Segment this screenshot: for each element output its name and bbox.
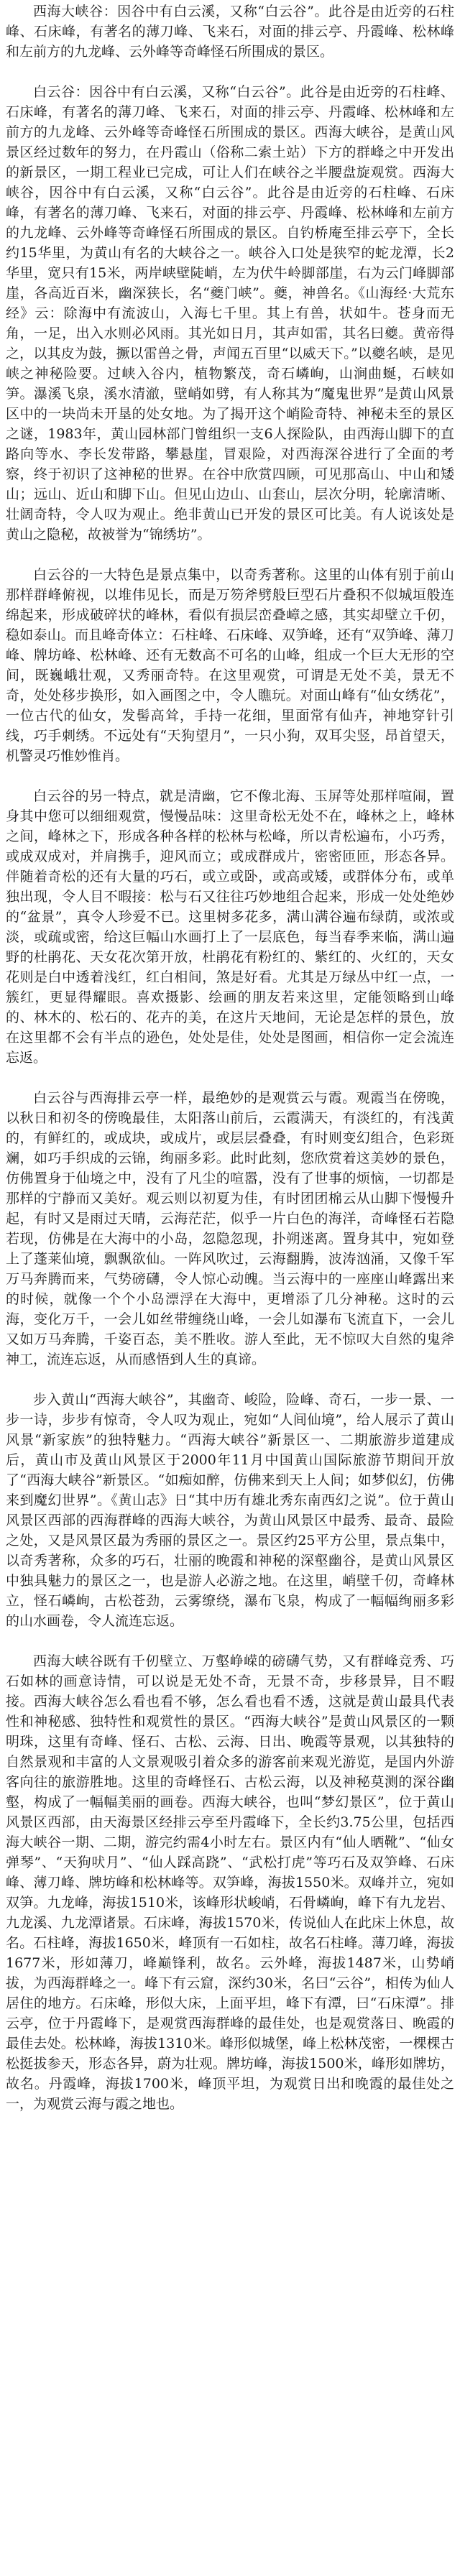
- section-baiyun-valley: [6, 82, 454, 545]
- paragraph: 西海大峡谷：因谷中有白云溪，又称“白云谷”。此谷是由近旁的石柱峰、石床峰，有著名的薄刀峰、飞来石，对面的排云亭、丹霞峰、松林峰和左前方的九龙峰、云外峰等奇峰怪石所围成的景区。: [6, 4, 454, 60]
- paragraph: 白云谷的一大特色是景点集中，以奇秀著称。这里的山体有别于前山那样群峰俯视，以堆伟见长，而是万笏斧劈般巨型石片叠积不似城垣般连绵起来，形成破碎状的峰林，看似有损层峦叠嶂之感，其实却壁立千仞，稳如泰山。而且峰奇体立：石柱峰、石床峰、双笋峰，还有“双笋峰、薄刀峰、牌坊峰、松林峰、还有无数高不可名的山峰，组成一个巨大无形的空间，既巍峨壮观，又秀丽奇特。在这里观赏，可谓是无处不美，景无不奇，处处移步换形，如入画图之中，令人瞧玩。对面山峰有“仙女绣花”，一位古代的仙女，发髻高耸，手持一花细，里面常有仙卉，神地穿针引线，巧手刺绣。不远处有“天狗望月”，一只小狗，双耳尖竖，昂首望天，机警灵巧惟妙惟肖。: [6, 567, 454, 764]
- section-peaks-list: [6, 1651, 454, 2114]
- paragraph: 白云谷与西海排云亭一样，最绝妙的是观赏云与霞。观霞当在傍晚，以秋日和初冬的傍晚最佳，太阳落山前后，云霞满天，有淡红的，有浅黄的，有鲜红的，或成块，或成片，或层层叠叠，有时则变幻组合，色彩斑斓，如巧手织成的云锦，绚丽多彩。此时此刻，您欣赏着这美妙的景色，仿佛置身于仙境之中，没有了凡尘的喧嚣，没有了世事的烦恼，一切都是那样的宁静而又美好。观云则以初夏为佳，有时团团棉云从山脚下慢慢升起，有时又是雨过天晴，云海茫茫，似乎一片白色的海洋，奇峰怪石若隐若现，仿佛是在大海中的小岛，忽隐忽现，扑朔迷离。置身其中，宛如登上了蓬莱仙境，飘飘欲仙。一阵风吹过，云海翻腾，波涛汹涌，又像千军万马奔腾而来，气势磅礴，令人惊心动魄。当云海中的一座座山峰露出来的时候，就像一个个小岛漂浮在大海中，更增添了几分神秘。这时的云海，变化万千，一会儿如丝带缠绕山峰，一会儿如瀑布飞流直下，一会儿又如万马奔腾，千姿百态，美不胜收。游人至此，无不惊叹大自然的鬼斧神工，流连忘返，从而感悟到人生的真谛。: [6, 1090, 454, 1367]
- section-intro: [6, 1, 454, 62]
- paragraph: 白云谷：因谷中有白云溪，又称“白云谷”。此谷是由近旁的石柱峰、石床峰，有著名的薄刀峰、飞来石，对面的排云亭、丹霞峰、松林峰和左前方的九龙峰、云外峰等奇峰怪石所围成的景区。西海大峡谷，是黄山风景区经过数年的努力，在丹霞山（俗称二索土站）下方的群峰之中开发出的新景区，一期工程业已完成，可让人们在峡谷之半腰盘旋观赏。西海大峡谷，因谷中有白云溪，又称“白云谷”。此谷是由近旁的石柱峰、石床峰，有著名的薄刀峰、飞来石，对面的排云亭、丹霞峰、松林峰和左前方的九龙峰、云外峰等奇峰怪石所围成的景区。自钓桥庵至排云亭下，全长约15华里，为黄山有名的大峡谷之一。峡谷入口处是狭窄的蛇龙潭，长2华里，宽只有15米，两岸峡壁陡峭，左为伏牛岭脚部崖，右为云门峰脚部崖，各高近百米，幽深狭长，名“夔门峡”。夔，神兽名。《山海经·大荒东经》云：除海中有流波山，入海七千里。其上有兽，状如牛。苍身而无角，一足，出入水则必风雨。其光如日月，其声如雷，其名曰夔。黄帝得之，以其皮为鼓，撅以雷兽之骨，声闻五百里“以威天下。”以夔名峡，是见峡之神秘险要。过峡入谷内，植物繁茂，奇石嶙峋，山涧曲蜒，石峡如笋。瀑溪飞泉，溪水清澈，壁峭如劈，有人称其为“魔鬼世界”是黄山风景区中的一块尚未开垦的处女地。为了揭开这个峭险奇特、神秘未至的景区之谜，1983年，黄山园林部门曾组织一支6人探险队，由西海山脚下的直路向等水、李长发带路，攀悬崖，冒艰险，对西海深谷进行了全面的考察，终于初识了这神秘的世界。在谷中欣赏四顾，可见那高山、中山和矮山；远山、近山和脚下山。但见山边山、山套山，层次分明，轮廓清晰、壮阔奇特，令人叹为观止。绝非黄山已开发的景区可比美。有人说该处是黄山之隐秘，故被誉为“锦绣坊”。: [6, 84, 454, 543]
- section-tranquility: [6, 786, 454, 1068]
- section-scenery-features: [6, 565, 454, 766]
- paragraph: 西海大峡谷既有千仞壁立、万壑峥嵘的磅礴气势，又有群峰竞秀、巧石如林的画意诗情，可以说是无处不奇，无景不奇，步移景异，目不暇接。西海大峡谷怎么看也看不够，怎么看也看不透，这就是黄山最具代表性和神秘感、独特性和观赏性的景区。“西海大峡谷”是黄山风景区的一颗明珠，这里有奇峰、怪石、古松、云海、日出、晚霞等景观，以其独特的自然景观和丰富的人文景观吸引着众多的游客前来观光游览，是国内外游客向往的旅游胜地。这里的奇峰怪石、古松云海，以及神秘莫测的深谷幽壑，构成了一幅幅美丽的画卷。西海大峡谷，也叫“梦幻景区”，位于黄山风景区西部，由天海景区经排云亭至丹霞峰下，全长约3.75公里，包括西海大峡谷一期、二期，游完约需4小时左右。景区内有“仙人晒靴”、“仙女弹琴”、“天狗吠月”、“仙人踩高跷”、“武松打虎”等巧石及双笋峰、石床峰、薄刀峰、牌坊峰和松林峰等。双笋峰，海拔1550米。双峰并立，宛如双笋。九龙峰，海拔1510米，该峰形状峻峭，石骨嶙峋，峰下有九龙岩、九龙溪、九龙潭诸景。石床峰，海拔1570米，传说仙人在此床上休息，故名。石柱峰，海拔1650米，峰顶有一石如柱，故名石柱峰。薄刀峰，海拔1677米，形如薄刀，峰巅锋利，故名。云外峰，海拔1487米，山势峭拔，为西海群峰之一。峰下有云窟，深约30米，名曰“云谷”，相传为仙人居住的地方。石床峰，形似大床，上面平坦，峰下有潭，曰“石床潭”。排云亭，位于丹霞峰下，是观赏西海群峰的最佳处，也是观赏落日、晚霞的最佳去处。松林峰，海拔1310米。峰形似城堡，峰上松林茂密，一棵棵古松挺拔参天，形态各异，蔚为壮观。牌坊峰，海拔1500米，峰形如牌坊，故名。丹霞峰，海拔1700米，峰顶平坦，为观赏日出和晚霞的最佳处之一，为观赏云海与霞之地也。: [6, 1653, 454, 2112]
- paragraph: 白云谷的另一特点，就是清幽，它不像北海、玉屏等处那样喧闹，置身其中您可以细细观赏，慢慢品味：这里奇松无处不在，峰林之上，峰林之间，峰林之下，形成各种各样的松林与松峰，所以青松遍布，小巧秀，或成双成对，并肩携手，迎风而立；或成群成片，密密匝匝，形态各异。伴随着奇松的还有大量的巧石，或立或卧，或高或矮，或群体分布，或单独出现，令人目不暇接：松与石又往往巧妙地组合起来，形成一处处绝妙的“盆景”，真令人珍爱不已。这里树多花多，满山满谷遍布绿荫，或浓或淡，或疏或密，给这巨幅山水画打上了一层底色，每当春季来临，满山遍野的杜鹃花、天女花次第开放，杜鹃花有粉红的、紫红的、火红的，天女花则是白中透着浅红，红白相间，煞是好看。尤其是万绿丛中红一点，一簇红，更显得耀眼。喜欢摄影、绘画的朋友若来这里，定能领略到山峰的、林木的、松石的、花卉的美，在这片天地间，无论是怎样的景色，放在这里都不会有半点的逊色，处处是佳，处处是图画，相信你一定会流连忘返。: [6, 788, 454, 1066]
- section-grand-canyon-intro: [6, 1390, 454, 1631]
- paragraph: 步入黄山“西海大峡谷”，其幽奇、峻险，险峰、奇石，一步一景、一步一诗，步步有惊奇，令人叹为观止，宛如“人间仙境”，给人展示了黄山风景“新家族”的独特魅力。“西海大峡谷”新景区一、二期旅游步道建成后，黄山市及黄山风景区于2000年11月中国黄山国际旅游节期间开放了“西海大峡谷”新景区。“如痴如醉，仿佛来到天上人间；如梦似幻，仿佛来到魔幻世界”。《黄山志》日“其中历有雄北秀东南西幻之说”。位于黄山风景区西部的西海群峰的西海大峡谷，为黄山风景区中最秀、最奇、最险之处，又是风景区最为秀丽的景区之一。景区约25平方公里，景点集中，以奇秀著称，众多的巧石，壮丽的晚霞和神秘的深壑幽谷，是黄山风景区中独具魅力的景区之一，也是游人必游之地。在这里，峭壁千仞，奇峰林立，怪石嶙峋，古松苍劲，云雾缭绕，瀑布飞泉，构成了一幅幅绚丽多彩的山水画卷，令人流连忘返。: [6, 1392, 454, 1629]
- section-clouds-and-sunset: [6, 1088, 454, 1370]
